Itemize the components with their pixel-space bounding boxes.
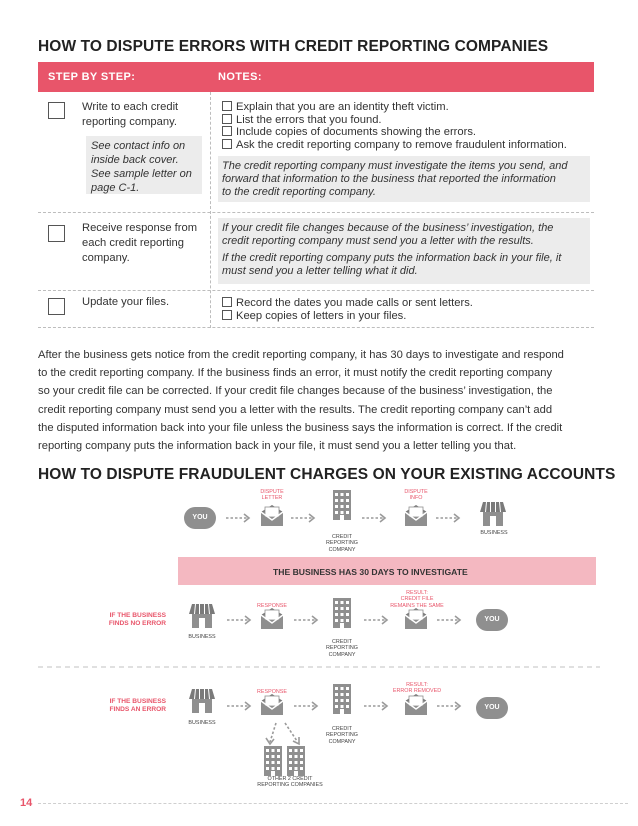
you-badge-no-error: YOU <box>476 609 508 631</box>
arrow-icon <box>266 723 276 744</box>
label-line: COMPANY <box>328 738 356 745</box>
step-3-text: Update your files. <box>82 296 170 308</box>
label-line: REPORTING <box>326 540 358 547</box>
step-line: company. <box>82 252 130 264</box>
note-line: forward that information to the business that reported the information <box>222 173 556 185</box>
note-text: Keep copies of letters in your files. <box>236 309 407 322</box>
label-line: OTHER 2 CREDIT <box>267 776 313 782</box>
arrow-icon <box>437 616 460 624</box>
dispute-info-envelope-icon <box>405 505 427 526</box>
label-line: DISPUTE <box>260 489 284 495</box>
label-line: REPORTING <box>326 732 358 739</box>
note-text: Record the dates you made calls or sent letters. <box>236 297 473 309</box>
label-line: CREDIT <box>331 639 353 645</box>
step-line: reporting company. <box>82 116 177 128</box>
page-number: 14 <box>20 797 33 809</box>
note-line: If the credit reporting company puts the information back in your file, it <box>222 252 562 264</box>
label-line: IF THE BUSINESS <box>109 698 166 705</box>
credit-reporting-company-building-icon <box>333 684 351 714</box>
business-store-icon <box>189 604 215 628</box>
paragraph-line: After the business gets notice from the credit reporting company, it has 30 days to investigate and respond <box>38 349 564 361</box>
label-line: FINDS NO ERROR <box>108 620 166 627</box>
response-label: RESPONSE <box>257 603 287 609</box>
arrow-icon <box>437 702 460 710</box>
label-line: REPORTING <box>326 645 358 652</box>
arrow-icon <box>226 514 249 522</box>
other-credit-company-building-icon <box>264 746 282 776</box>
arrow-icon <box>227 702 250 710</box>
result-removed-label <box>388 682 446 695</box>
arrow-icon <box>362 514 385 522</box>
label-line: FINDS AN ERROR <box>109 706 166 713</box>
label-line: CREDIT <box>331 534 353 540</box>
label-line: IF THE BUSINESS <box>109 612 166 619</box>
arrow-icon <box>285 723 299 744</box>
paragraph-line: to the credit reporting company. If the business finds an error, it must notify the credit reporting company <box>38 367 553 380</box>
paragraph-line: reporting company puts the information back in your file, it must send you a letter telling you that. <box>38 440 517 453</box>
tip-line: See contact info on <box>91 140 186 152</box>
tip-line: page C-1. <box>91 182 140 194</box>
arrow-icon <box>436 514 459 522</box>
arrow-icon <box>364 616 387 624</box>
note-text: Include copies of documents showing the errors. <box>236 126 477 138</box>
business-store-icon <box>189 689 215 713</box>
paragraph-line: the disputed information back into your file unless the business says the information is correct. If the credit <box>38 421 563 434</box>
label-line: RESULT: <box>406 682 428 688</box>
tip-line: inside back cover. <box>91 154 179 166</box>
label-line: LETTER <box>261 495 283 502</box>
label-line: RESULT: <box>406 590 428 596</box>
result-envelope-icon <box>405 694 427 715</box>
business-store-icon <box>480 502 506 526</box>
crc-label <box>318 726 366 745</box>
dispute-info-label <box>396 489 436 502</box>
arrow-icon <box>294 702 317 710</box>
result-envelope-icon <box>405 608 427 629</box>
label-line: COMPANY <box>328 546 356 553</box>
footer-divider <box>38 803 628 804</box>
dispute-letter-label <box>252 489 292 502</box>
other-credit-company-building-icon <box>287 746 305 776</box>
business-label: BUSINESS <box>480 530 508 536</box>
business-label: BUSINESS <box>188 720 216 726</box>
note-line: If your credit file changes because of the business’ investigation, the <box>222 222 554 234</box>
note-line: credit reporting company must send you a letter with the results. <box>222 235 534 247</box>
header-notes: NOTES: <box>218 71 262 83</box>
no-error-label <box>86 612 166 628</box>
credit-reporting-company-building-icon <box>333 598 351 628</box>
response-label: RESPONSE <box>257 689 287 695</box>
result-same-label <box>388 590 446 609</box>
crc-label <box>318 534 366 553</box>
note-text: Ask the credit reporting company to remove fraudulent information. <box>236 138 567 151</box>
label-line: INFO <box>409 495 423 502</box>
step-line: Write to each credit <box>82 101 179 113</box>
other-crc-label <box>250 776 330 789</box>
response-envelope-icon <box>261 608 283 629</box>
arrow-icon <box>364 702 387 710</box>
you-badge-error: YOU <box>476 697 508 719</box>
credit-reporting-company-building-icon <box>333 490 351 520</box>
label-line: REPORTING COMPANIES <box>257 782 323 789</box>
label-line: COMPANY <box>328 651 356 658</box>
step-line: Receive response from <box>82 222 198 234</box>
note-text: Explain that you are an identity theft victim. <box>236 101 449 113</box>
note-line: must send you a letter telling what it did. <box>222 265 418 277</box>
label-line: CREDIT <box>331 726 353 732</box>
label-line: DISPUTE <box>404 489 428 495</box>
note-line: The credit reporting company must investigate the items you send, and <box>222 160 568 172</box>
investigation-banner-text: THE BUSINESS HAS 30 DAYS TO INVESTIGATE <box>273 567 468 577</box>
label-line: CREDIT FILE <box>400 596 434 603</box>
arrow-icon <box>294 616 317 624</box>
section-title-fraudulent-charges: HOW TO DISPUTE FRAUDULENT CHARGES ON YOUR EXISTING ACCOUNTS <box>38 466 616 483</box>
paragraph-line: so your credit file can be corrected. If your credit file changes because of the business’ investigation, the <box>38 385 553 398</box>
crc-label <box>318 639 366 658</box>
note-text: List the errors that you found. <box>236 113 382 126</box>
paragraph-line: credit reporting company must send you a letter with the results. The credit reporting company can’t add <box>38 403 553 416</box>
dispute-letter-envelope-icon <box>261 505 283 526</box>
label-line: ERROR REMOVED <box>392 688 442 695</box>
arrow-icon <box>291 514 314 522</box>
arrow-icon <box>227 616 250 624</box>
tip-line: See sample letter on <box>91 168 192 180</box>
section-title-credit-reporting: HOW TO DISPUTE ERRORS WITH CREDIT REPORTING COMPANIES <box>38 38 549 55</box>
header-step-by-step: STEP BY STEP: <box>48 71 136 83</box>
error-label <box>86 698 166 714</box>
business-label: BUSINESS <box>188 634 216 640</box>
note-line: to the credit reporting company. <box>222 186 376 198</box>
response-envelope-icon <box>261 694 283 715</box>
label-line: REMAINS THE SAME <box>390 602 444 609</box>
step-line: each credit reporting <box>82 237 184 249</box>
you-badge: YOU <box>184 507 216 529</box>
